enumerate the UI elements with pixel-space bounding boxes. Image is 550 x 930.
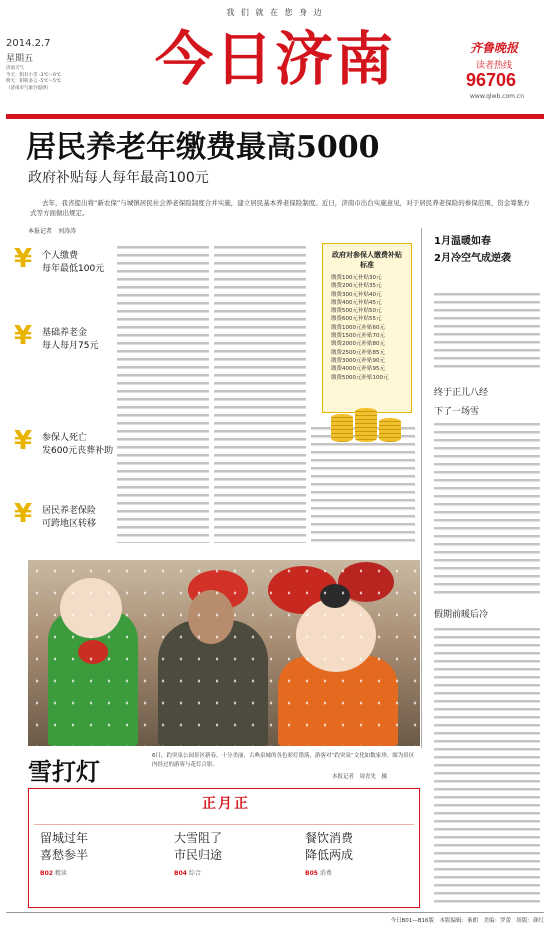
side-story-title: 假期前暖后冷 bbox=[434, 610, 489, 620]
yuan-icon: ¥ bbox=[14, 426, 33, 456]
subsidy-table-row: 缴费400元补贴45元 bbox=[331, 299, 382, 306]
teaser-line1: 留城过年 bbox=[40, 831, 89, 845]
key-point bbox=[14, 243, 114, 283]
website: www.qlwb.com.cn bbox=[470, 93, 524, 100]
teaser-link[interactable] bbox=[40, 830, 150, 900]
coin-stack-icon bbox=[327, 406, 409, 442]
key-point-subtitle: 发600元丧葬补助 bbox=[42, 446, 114, 456]
subsidy-table-title: 政府对参保人缴费补贴标准 bbox=[332, 251, 402, 269]
subsidy-table-row: 缴费1000元补贴60元 bbox=[331, 324, 385, 331]
subsidy-table-row: 缴费500元补贴50元 bbox=[331, 308, 382, 315]
subsidy-table bbox=[322, 243, 412, 413]
footer-info: 今日B01—B16版 本版编辑：秦朗 美编：罗蕾 组版：颜红 bbox=[390, 918, 544, 924]
yuan-icon: ¥ bbox=[14, 499, 33, 529]
key-point-title: 基础养老金 bbox=[42, 328, 88, 338]
article-body-column bbox=[214, 243, 306, 543]
issue-weekday: 星期五 bbox=[6, 54, 34, 64]
subsidy-table-row: 缴费4000元补贴95元 bbox=[331, 366, 385, 373]
weather-tomorrow: 明天：阴转多云 -5℃～5℃ bbox=[6, 79, 61, 85]
subsidy-table-row: 缴费300元补贴40元 bbox=[331, 291, 382, 298]
issue-date: 2014.2.7 bbox=[6, 38, 51, 49]
teaser-section: 综合 bbox=[188, 870, 201, 877]
teaser-line2: 降低两成 bbox=[305, 848, 354, 862]
yuan-icon: ¥ bbox=[14, 244, 33, 274]
teaser-page: B05 bbox=[305, 870, 318, 877]
zhengyue-logo: 正月正 bbox=[202, 796, 250, 812]
photo-caption: 6日，趵突泉公园景区新春，十分美丽，古典泉城的各色彩灯错落，游客对“趵突泉”文化如数家珍。图为景区内经过的游客与花灯合影。 bbox=[152, 753, 415, 768]
weather-today: 今天：阴有小雪 -3℃～0℃ bbox=[6, 72, 61, 78]
subsidy-table-row: 缴费3000元补贴90元 bbox=[331, 357, 385, 364]
teaser-page: B02 bbox=[40, 870, 53, 877]
side-story-body bbox=[434, 625, 540, 905]
snow-story-title: 终于正儿八经 bbox=[434, 388, 489, 398]
key-point-title: 居民养老保险 bbox=[42, 506, 97, 516]
masthead-title: 今日济南 bbox=[154, 25, 395, 93]
subsidy-table-row: 缴费5000元补贴100元 bbox=[331, 374, 389, 381]
subsidy-table-row: 缴费200元补贴35元 bbox=[331, 283, 382, 290]
lantern-photo bbox=[28, 560, 420, 746]
photo-title: 雪打灯 bbox=[28, 757, 100, 786]
masthead-rule bbox=[6, 114, 544, 119]
photo-byline: 本报记者 周青先 摄 bbox=[332, 774, 388, 780]
yuan-icon: ¥ bbox=[14, 321, 33, 351]
subsidy-table-row: 缴费1500元补贴70元 bbox=[331, 333, 385, 340]
weather-story-subtitle: 2月冷空气成逆袭 bbox=[434, 253, 511, 264]
column-divider bbox=[421, 228, 422, 748]
snow-story-body bbox=[434, 420, 540, 595]
teaser-link[interactable] bbox=[174, 830, 284, 900]
hotline-label: 读者热线 bbox=[476, 61, 513, 71]
footer-rule bbox=[6, 912, 544, 913]
teaser-section: 消费 bbox=[319, 870, 332, 877]
weather-story-title: 1月温暖如春 bbox=[434, 236, 491, 247]
key-point-subtitle: 可跨地区转移 bbox=[42, 519, 97, 529]
subsidy-table-rows bbox=[323, 274, 411, 382]
article-body-column bbox=[311, 424, 415, 544]
headline-title: 居民养老年缴费最高5000 bbox=[26, 130, 380, 165]
headline-subtitle: 政府补贴每人每年最高100元 bbox=[28, 170, 209, 186]
subsidy-table-row: 缴费2500元补贴85元 bbox=[331, 349, 385, 356]
key-point-title: 参保人死亡 bbox=[42, 433, 88, 443]
snow-story-subtitle: 下了一场雪 bbox=[434, 407, 480, 417]
key-point bbox=[14, 498, 114, 538]
teaser-line2: 喜愁参半 bbox=[40, 848, 89, 862]
weather-story-body bbox=[434, 290, 540, 370]
teaser-line1: 大雪阻了 bbox=[174, 831, 223, 845]
teaser-line2: 市民归途 bbox=[174, 848, 223, 862]
headline-lead: 去年，我省提出将“新农保”与城镇居民社会养老保险制度合并实施，建立居民基本养老保险制度。近日，济南市出台实施意见，对于居民养老保险的参保范围、资金筹集方式等方面做出规定。 bbox=[30, 199, 530, 217]
key-point-title: 个人缴费 bbox=[42, 251, 79, 261]
hotline-number: 96706 bbox=[466, 70, 517, 90]
subsidy-table-row: 缴费100元补贴30元 bbox=[331, 275, 382, 281]
teaser-section: 精读 bbox=[54, 870, 67, 877]
key-point-subtitle: 每人每月75元 bbox=[42, 341, 99, 351]
motto: 我 们 就 在 您 身 边 bbox=[226, 8, 324, 17]
teaser-page: B04 bbox=[174, 870, 187, 877]
article-body-column bbox=[117, 243, 209, 543]
subsidy-table-row: 缴费2000元补贴80元 bbox=[331, 341, 385, 348]
teaser-link[interactable] bbox=[305, 830, 415, 900]
headline-byline: 本报记者 刘涛涛 bbox=[28, 228, 77, 235]
weather-label: 济南天气 bbox=[6, 66, 24, 71]
teaser-line1: 餐饮消费 bbox=[305, 831, 354, 845]
key-point-subtitle: 每年最低100元 bbox=[42, 264, 105, 274]
weather-source: （济南市气象台提供） bbox=[6, 85, 51, 91]
key-point bbox=[14, 425, 114, 465]
brand-logo: 齐鲁晚报 bbox=[470, 41, 519, 55]
key-point bbox=[14, 320, 114, 360]
subsidy-table-row: 缴费600元补贴55元 bbox=[331, 316, 382, 323]
